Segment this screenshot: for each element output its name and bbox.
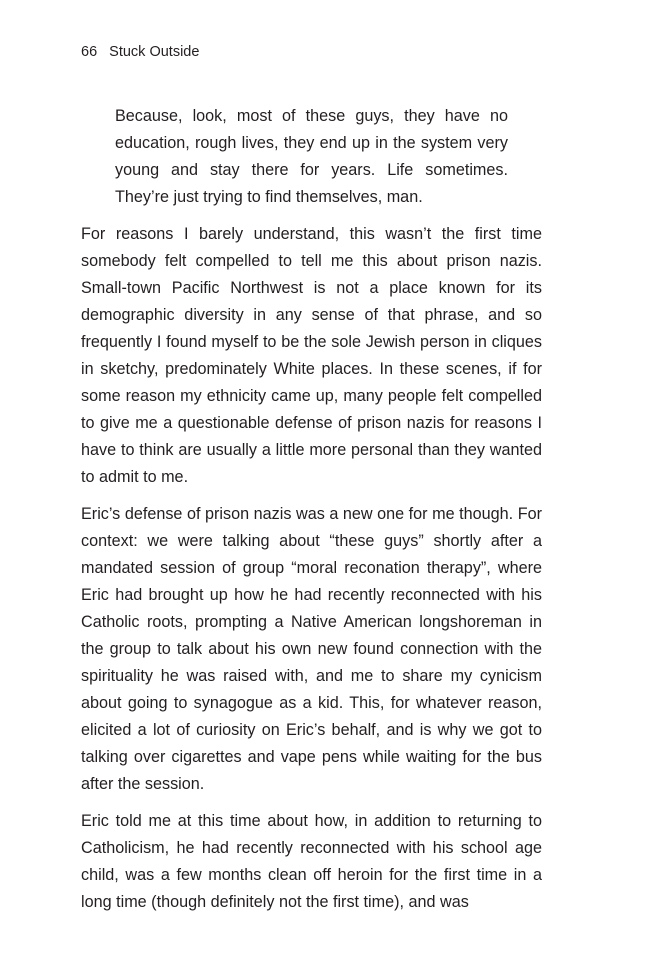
running-header: [81, 42, 199, 62]
running-title: Stuck Outside: [109, 44, 200, 60]
block-quote: Because, look, most of these guys, they have no education, rough lives, they end up in the system very young and stay there for years. Life sometimes. They’re just trying to find themselves, man.: [115, 107, 508, 206]
body-text: [81, 103, 542, 926]
paragraph-2: Eric’s defense of prison nazis was a new one for me though. For context: we were talking about “these guys” shortly after a mandated session of group “moral reconation therapy”, where Eric had brought up how he had recently reconnected with his Catholic roots, prompting a Native American longshoreman in the group to talk about his own new found connection with the spirituality he was raised with, and me to share my cynicism about going to synagogue as a kid. This, for whatever reason, elicited a lot of curiosity on Eric’s behalf, and is why we got to talking over cigarettes and vape pens while waiting for the bus after the session.: [81, 505, 542, 793]
paragraph-1: For reasons I barely understand, this wasn’t the first time somebody felt compelled to tell me this about prison nazis. Small-town Pacific Northwest is not a place known for its demographic diversity in any sense of that phrase, and so frequently I found myself to be the sole Jewish person in cliques in sketchy, predominately White places. In these scenes, if for some reason my ethnicity came up, many people felt compelled to give me a questionable defense of prison nazis for reasons I have to think are usually a little more personal than they wanted to admit to me.: [81, 225, 542, 486]
page-number: 66: [81, 44, 98, 60]
paragraph-3: Eric told me at this time about how, in addition to returning to Catholicism, he had recently reconnected with his school age child, was a few months clean off heroin for the first time in a long time (though definitely not the first time), and was: [81, 812, 542, 911]
